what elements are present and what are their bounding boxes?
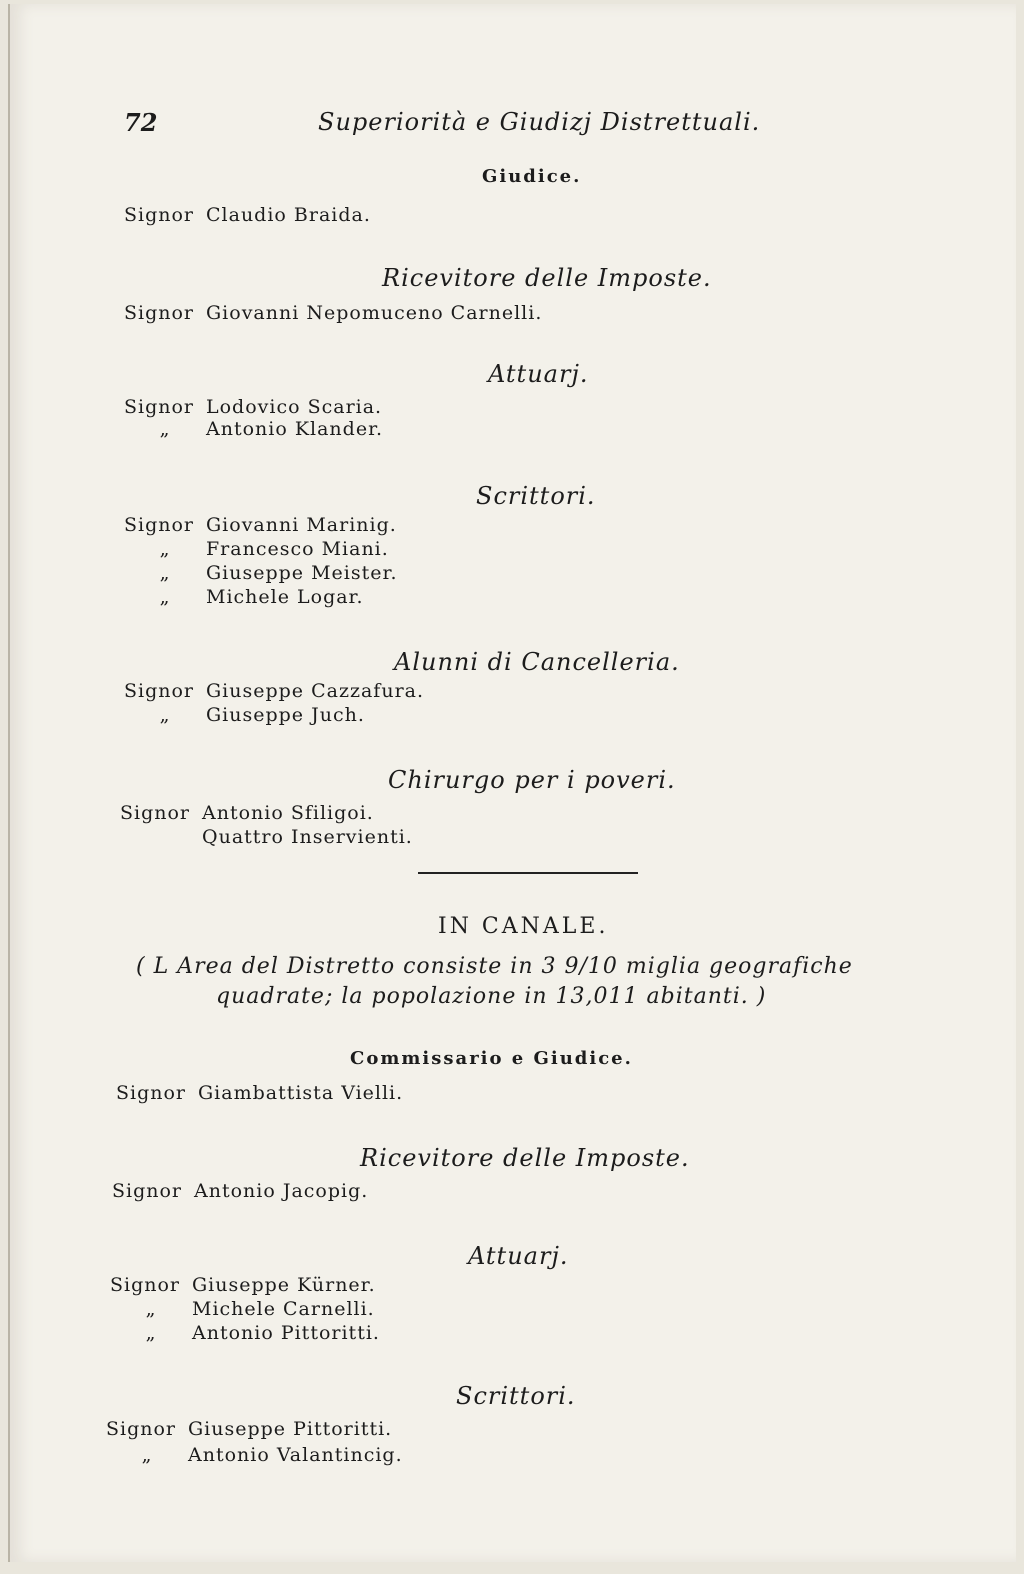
entry-giudice [124,204,371,226]
list-item [124,396,382,418]
heading-chirurgo: Chirurgo per i poveri. [388,766,676,794]
list-item [110,1298,375,1320]
list-item [124,418,383,440]
district-title: IN CANALE. [438,914,609,939]
entry-label: Signor [124,514,195,536]
list-item [106,1444,403,1466]
entry-name: Giuseppe Meister. [206,562,398,584]
list-item [124,704,365,726]
list-item [124,586,364,608]
ditto-mark: „ [159,586,171,608]
entry-name: Antonio Jacopig. [194,1180,369,1202]
ditto-mark: „ [159,704,171,726]
heading-commissario: Commissario e Giudice. [350,1048,633,1069]
entry-label: Signor [120,802,191,824]
entry-label: Signor [124,302,195,324]
list-item [124,562,398,584]
entry-label: Signor [106,1418,177,1440]
entry-label: Signor [124,680,195,702]
entry-name: Antonio Valantincig. [188,1444,403,1466]
list-item [124,514,397,536]
ditto-mark: „ [141,1444,153,1466]
entry-name: Antonio Pittoritti. [192,1322,380,1344]
heading-alunni: Alunni di Cancelleria. [394,648,680,676]
heading-ricevitore: Ricevitore delle Imposte. [382,264,712,292]
entry-name: Giuseppe Pittoritti. [188,1418,393,1440]
heading-ricevitore: Ricevitore delle Imposte. [360,1144,690,1172]
ditto-mark: „ [159,538,171,560]
ditto-mark: „ [159,418,171,440]
entry-ricevitore [124,302,542,324]
entry-name: Michele Carnelli. [192,1298,375,1320]
ditto-mark: „ [145,1322,157,1344]
page-number: 72 [124,108,158,137]
entry-chirurgo [120,802,374,824]
ditto-mark: „ [159,562,171,584]
entry-name: Claudio Braida. [206,204,371,226]
entry-label: Signor [116,1082,187,1104]
entry-commissario [116,1082,403,1104]
ditto-mark: „ [145,1298,157,1320]
heading-attuarj: Attuarj. [488,360,589,388]
entry-name: Giuseppe Cazzafura. [206,680,425,702]
entry-ricevitore [112,1180,368,1202]
entry-label: Signor [124,396,195,418]
heading-scrittori: Scrittori. [476,482,596,510]
entry-name: Giovanni Marinig. [206,514,397,536]
book-page [8,4,1016,1562]
entry-name: Giovanni Nepomuceno Carnelli. [206,302,543,324]
entry-name: Giuseppe Kürner. [192,1274,376,1296]
section-divider [418,872,638,874]
entry-name: Antonio Sfiligoi. [202,802,374,824]
entry-name: Giambattista Vielli. [198,1082,404,1104]
entry-label: Signor [110,1274,181,1296]
entry-name: Giuseppe Juch. [206,704,365,726]
list-item [110,1322,380,1344]
list-item [106,1418,392,1440]
running-head: Superiorità e Giudizj Distrettuali. [318,108,761,136]
entry-inservienti: Quattro Inservienti. [202,826,413,848]
entry-name: Francesco Miani. [206,538,389,560]
entry-name: Michele Logar. [206,586,364,608]
heading-attuarj: Attuarj. [468,1242,569,1270]
list-item [110,1274,376,1296]
list-item [124,538,389,560]
area-note-line-1: ( L Area del Distretto consiste in 3 9/10 miglia geografiche [136,954,853,979]
heading-giudice: Giudice. [482,166,582,187]
area-note-line-2: quadrate; la popolazione in 13,011 abitanti. ) [216,984,767,1009]
list-item [124,680,424,702]
entry-name: Antonio Klander. [206,418,384,440]
entry-label: Signor [112,1180,183,1202]
entry-name: Lodovico Scaria. [206,396,383,418]
entry-label: Signor [124,204,195,226]
heading-scrittori: Scrittori. [456,1382,576,1410]
